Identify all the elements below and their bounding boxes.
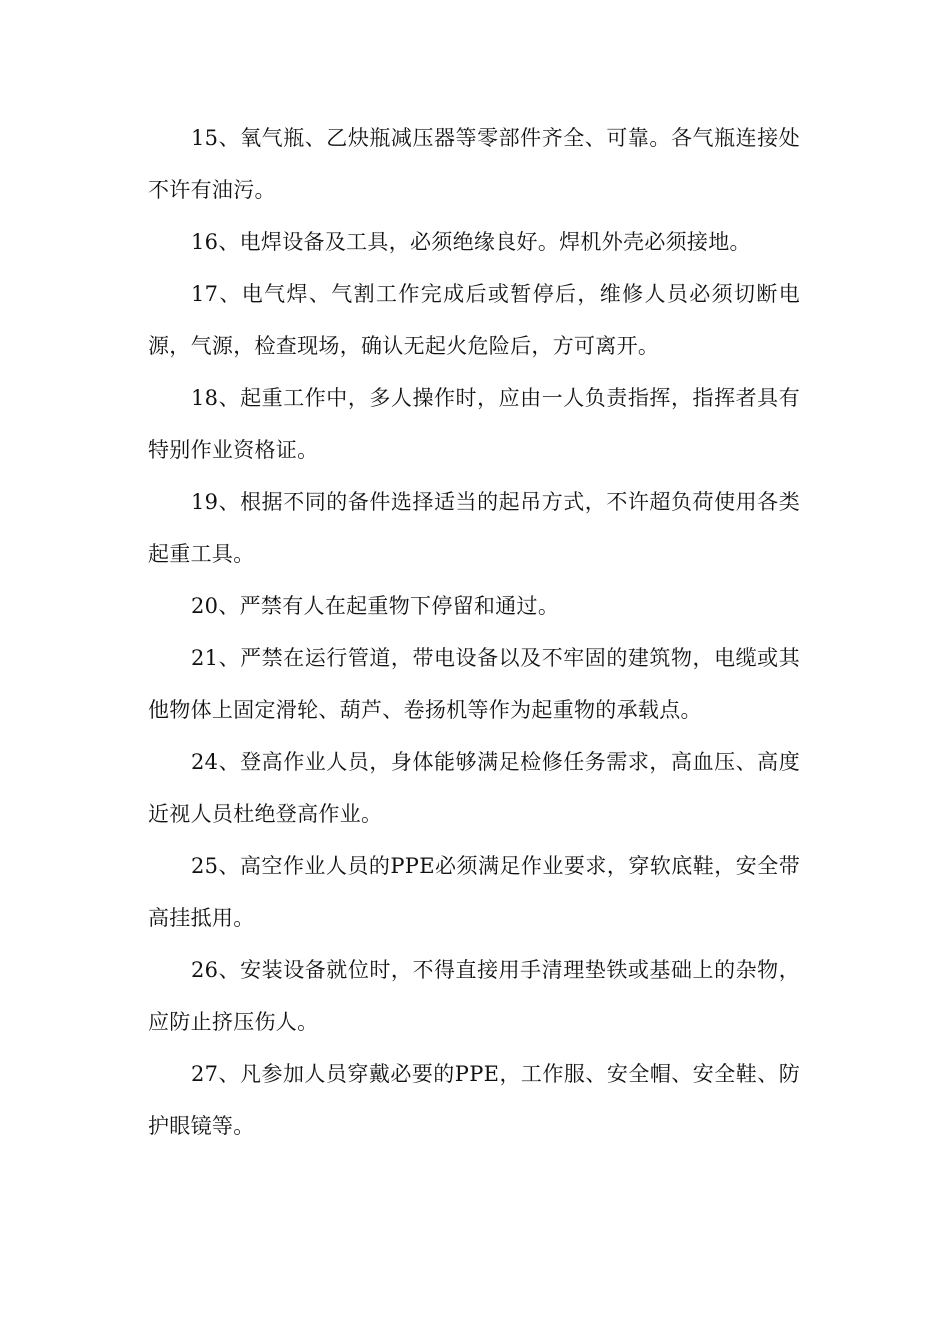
paragraph-24: 24、登高作业人员，身体能够满足检修任务需求，高血压、高度近视人员杜绝登高作业。 [148, 750, 800, 826]
paragraph-20: 20、严禁有人在起重物下停留和通过。 [191, 594, 560, 618]
paragraph-21: 21、严禁在运行管道，带电设备以及不牢固的建筑物，电缆或其他物体上固定滑轮、葫芦、卷扬机等作为起重物的承载点。 [148, 646, 800, 722]
paragraph-17: 17、电气焊、气割工作完成后或暂停后，维修人员必须切断电源，气源，检查现场，确认无起火危险后，方可离开。 [148, 282, 800, 358]
paragraph-25: 25、高空作业人员的PPE必须满足作业要求，穿软底鞋，安全带高挂抵用。 [148, 854, 800, 930]
paragraph-16: 16、电焊设备及工具，必须绝缘良好。焊机外壳必须接地。 [191, 230, 751, 254]
document-body [148, 112, 800, 1152]
paragraph-27: 27、凡参加人员穿戴必要的PPE，工作服、安全帽、安全鞋、防护眼镜等。 [148, 1062, 800, 1138]
paragraph-15: 15、氧气瓶、乙炔瓶减压器等零部件齐全、可靠。各气瓶连接处不许有油污。 [148, 126, 800, 202]
paragraph-19: 19、根据不同的备件选择适当的起吊方式，不许超负荷使用各类起重工具。 [148, 490, 800, 566]
paragraph-26: 26、安装设备就位时，不得直接用手清理垫铁或基础上的杂物，应防止挤压伤人。 [148, 958, 800, 1034]
paragraph-18: 18、起重工作中，多人操作时，应由一人负责指挥，指挥者具有特别作业资格证。 [148, 386, 800, 462]
